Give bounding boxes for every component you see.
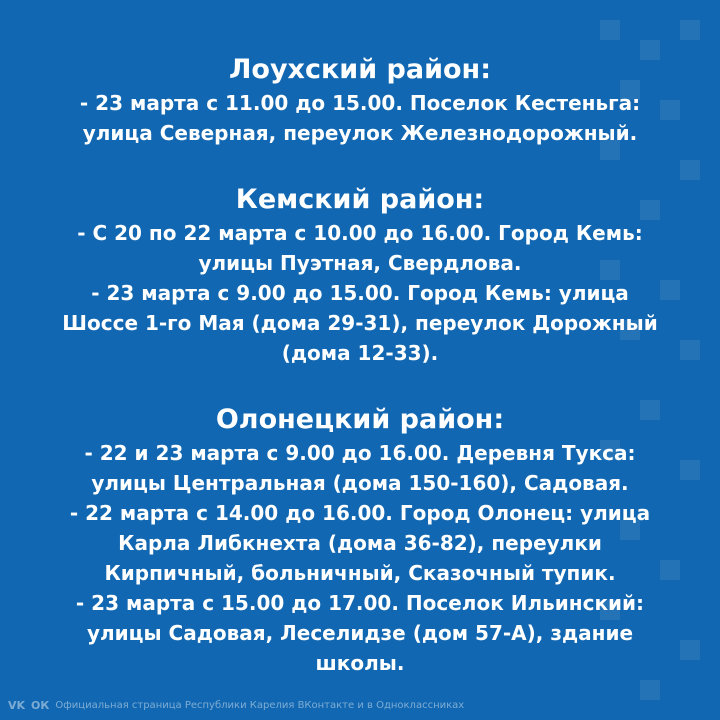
schedule-line: улицы Садовая, Леселидзе (дом 57-А), здание [86, 621, 634, 645]
schedule-line: Шоссе 1-го Мая (дома 29-31), переулок Дорожный [62, 311, 658, 335]
schedule-line: улицы Пуэтная, Свердлова. [198, 251, 522, 275]
district-section [0, 402, 720, 678]
vk-icon: VK [8, 699, 26, 712]
schedule-line: улицы Центральная (дома 150-160), Садовая. [91, 471, 629, 495]
schedule-line: школы. [315, 651, 405, 675]
footer-text: Официальная страница Республики Карелия ВКонтакте и в Одноклассниках [55, 700, 465, 711]
schedule-line: - 23 марта с 11.00 до 15.00. Поселок Кестеньга: [79, 91, 641, 115]
schedule-line: - 22 марта с 14.00 до 16.00. Город Олонец: улица [69, 501, 651, 525]
district-section [0, 182, 720, 368]
district-section [0, 52, 720, 148]
schedule-line: (дома 12-33). [281, 341, 439, 365]
district-heading: Лоухский район: [228, 54, 492, 85]
schedule-line: Карла Либкнехта (дома 36-82), переулки [118, 531, 602, 555]
schedule-line: - 23 марта с 9.00 до 15.00. Город Кемь: улица [91, 281, 629, 305]
announcement-content [0, 52, 720, 712]
district-heading: Олонецкий район: [215, 404, 505, 435]
schedule-line: - 22 и 23 марта с 9.00 до 16.00. Деревня Тукса: [84, 441, 636, 465]
schedule-line: - С 20 по 22 марта с 10.00 до 16.00. Город Кемь: [77, 221, 643, 245]
ok-icon: ОК [31, 699, 50, 712]
schedule-line: улица Северная, переулок Железнодорожный. [82, 121, 638, 145]
district-heading: Кемский район: [235, 184, 485, 215]
schedule-line: - 23 марта с 15.00 до 17.00. Поселок Ильинский: [75, 591, 645, 615]
footer [8, 699, 464, 712]
schedule-line: Кирпичный, больничный, Сказочный тупик. [104, 561, 616, 585]
